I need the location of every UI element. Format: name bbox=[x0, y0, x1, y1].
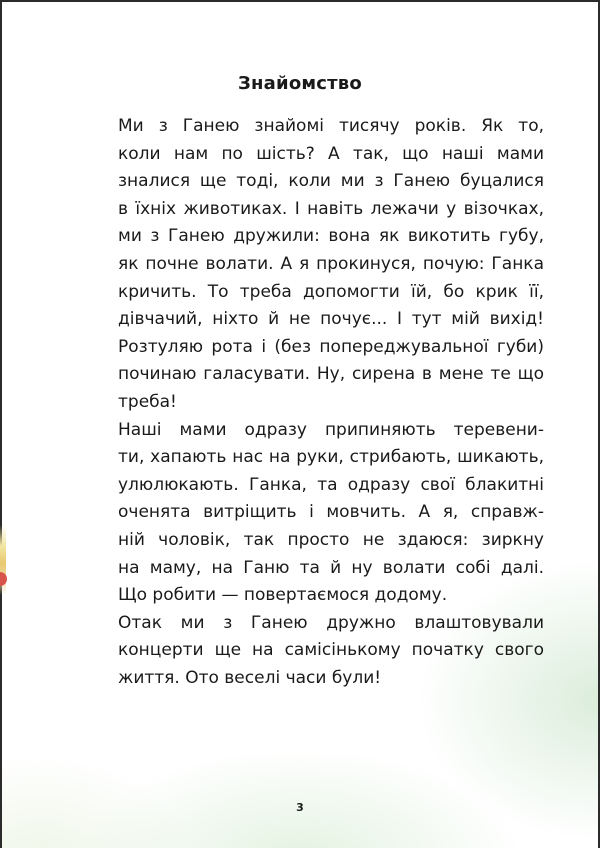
paragraph-2 bbox=[88, 417, 544, 610]
text-line: життя. Ото веселі часи були! bbox=[118, 667, 382, 688]
page-number: 3 bbox=[296, 801, 304, 814]
text-line: треба! bbox=[118, 391, 177, 412]
text-line: Наші мами одразу припиняють теревени- bbox=[118, 419, 544, 440]
page-border-top bbox=[0, 0, 600, 2]
text-line: в їхніх животиках. І навіть лежачи у візочках, bbox=[118, 198, 544, 219]
text-line: як почне волати. А я прокинуся, почую: Ганка bbox=[118, 253, 544, 274]
text-line: зналися ще тоді, коли ми з Ганею буцалися bbox=[118, 171, 544, 192]
text-line: улюлюкають. Ганка, та одразу свої блакитні bbox=[118, 474, 544, 495]
text-line: кричить. То треба допомогти їй, бо крик її, bbox=[118, 281, 544, 302]
page-border-left bbox=[0, 0, 2, 848]
text-line: Розтуляю рота і (без попереджувальної губи) bbox=[118, 336, 544, 357]
text-line: концерти ще на самісінькому початку свого bbox=[118, 640, 544, 661]
text-line: ній чоловік, так просто не здаюся: зиркну bbox=[118, 529, 544, 550]
text-line: коли нам по шість? А так, що наші мами bbox=[118, 143, 544, 164]
chapter-title: Знайомство bbox=[238, 73, 362, 94]
text-line: дівчачий, ніхто й не почує... І тут мій вихід! bbox=[118, 309, 544, 330]
text-line: на маму, на Ганю та й ну волати собі далі. bbox=[118, 557, 544, 578]
text-line: ти, хапають нас на руки, стрибають, шикають, bbox=[118, 447, 544, 468]
text-line: Отак ми з Ганею дружно влаштовували bbox=[118, 612, 544, 633]
text-line: ми з Ганею дружили: вона як викотить губу, bbox=[118, 226, 544, 247]
text-line: Ми з Ганею знайомі тисячу років. Як то, bbox=[118, 116, 544, 136]
text-line: Що робити — повертаємося додому. bbox=[118, 585, 448, 606]
text-line: починаю галасувати. Ну, сирена в мене те що bbox=[118, 364, 544, 385]
paragraph-3 bbox=[88, 610, 544, 693]
paragraph-1 bbox=[88, 113, 544, 417]
text-line: оченята витріщить і мовчить. А я, справж- bbox=[118, 502, 544, 523]
chapter-body bbox=[88, 113, 544, 692]
